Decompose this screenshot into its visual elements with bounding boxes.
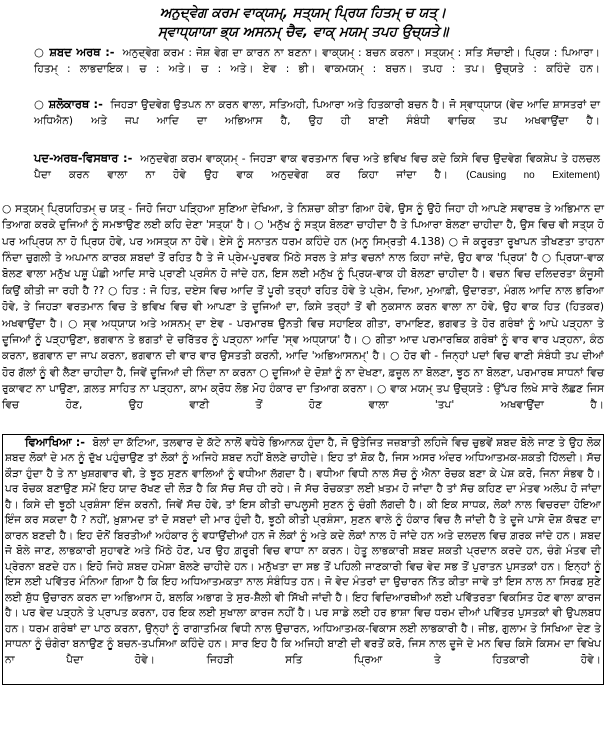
verse-line-1: ਅਨੁਦ੍ਵੇਗ ਕਰਮ ਵਾਕ੍ਯਮ੍, ਸਤ੍ਯਮ੍ ਪ੍ਰਿਯ ਹਿਤਮ੍ ਚ ਯਤ੍।	[159, 5, 447, 21]
shloka-verse	[6, 4, 600, 42]
pad-arth-body-paragraph	[2, 201, 604, 430]
shlokarth-section	[6, 96, 600, 146]
shabad-arth-text: ਅਨੁਦ੍ਵੇਗ ਕਰਮ : ਜੋਸ਼ ਵੇਗ ਦਾ ਕਾਰਨ ਨਾ ਬਣਨਾ। ਵਾਕ੍ਯਮ੍ : ਬਚਨ ਕਰਨਾ। ਸਤ੍ਯਮ੍ : ਸਤਿ ਸੱਚਾਈ। ਪ੍ਰਿਯ : ਪਿਆਰਾ। ਹਿਤਮ੍ : ਲਾਭਦਾਇਕ। ਚ : ਅਤੇ। ਚ : ਅਤੇ। ਏਵ : ਭੀ। ਵਾਕਮਯਮ੍ : ਬਚਨ। ਤਪਹ : ਤਪ। ਉਚ੍ਯਤੇ : ਕਹਿੰਦੇ ਹਨ।	[34, 47, 600, 76]
pad-arth-body	[0, 201, 606, 430]
pad-arth-intro: ਅਨੁਦਵੇਗ ਕਰਮ ਵਾਕ੍ਯਮ੍ - ਜਿਹੜਾ ਵਾਕ ਵਰਤਮਾਨ ਵਿਚ ਅਤੇ ਭਵਿਖ ਵਿਚ ਕਦੇ ਕਿਸੇ ਵਿਚ ਉਦਵੇਗ ਵਿਕਸ਼ੇਪ ਤੇ ਹਲਚਲ ਪੈਦਾ ਕਰਨ ਵਾਲਾ ਨਾ ਹੋਵੇ ਉਹ ਵਾਕ ਅਨੁਦਵੇਗ ਕਰ ਕਿਹਾ ਜਾਂਦਾ ਹੈ।	[34, 153, 601, 182]
vyakhya-box	[2, 434, 604, 685]
pad-arth-intro-english: (Causing no Exitement)	[466, 170, 600, 182]
shabad-arth-section	[6, 44, 600, 94]
shabad-arth-heading: ○ ਸ਼ਬਦ ਅਰਥ :-	[34, 45, 115, 59]
pad-arth-paragraph	[34, 150, 600, 201]
shlokarth-paragraph	[34, 96, 600, 146]
shlokarth-heading: ○ ਸ਼ਲੋਕਾਰਥ :-	[34, 97, 103, 112]
shlokarth-text: ਜਿਹੜਾ ਉਦਵੇਗ ਉਤਪਨ ਨਾ ਕਰਨ ਵਾਲਾ, ਸਤਿਅਹੀ, ਪਿਆਰਾ ਅਤੇ ਹਿਤਕਾਰੀ ਬਚਨ ਹੈ। ਜੋ ਸ੍ਵਾਧ੍ਯਾਯ (ਵੇਦ ਆਦਿ ਸ਼ਾਸਤਰਾਂ ਦਾ ਅਧਿਐਨ) ਅਤੇ ਜਪ ਆਦਿ ਦਾ ਅਭਿਆਸ ਹੈ, ਉਹ ਹੀ ਬਾਣੀ ਸੰਬੰਧੀ ਵਾਚਿਕ ਤਪ ਅਖਵਾਉਂਦਾ ਹੈ।	[34, 99, 600, 128]
pad-arth-body-text-2: ○ ਜੋ ਕਰੂਰਤਾ ਰੂਖਾਪਨ ਤੀਖਣਤਾ ਤਾਹਨਾ ਨਿੰਦਾ ਚੁਗਲੀ ਤੇ ਅਪਮਾਨ ਕਾਰਕ ਸ਼ਬਦਾਂ ਤੋਂ ਰਹਿਤ ਹੈ ਤੇ ਜੋ ਪ੍ਰੇਮ-ਪੂਰਵਕ ਮਿੱਠੇ ਸਰਲ ਤੇ ਸ਼ਾਂਤ ਵਚਨਾਂ ਨਾਲ ਕਿਹਾ ਜਾਂਦੇ, ਉਹ ਵਾਕ 'ਪ੍ਰਿਯ' ਹੈ ○ ਪ੍ਰਿਯਾ-ਵਾਕ ਬੋਲਣ ਵਾਲਾ ਮਨੁੱਖ ਪਸ਼ੂ ਪੰਛੀ ਆਦਿ ਸਾਰੇ ਪ੍ਰਾਣੀ ਪ੍ਰਸੰਨ ਹੋ ਜਾਂਦੇ ਹਨ, ਇਸ ਲਈ ਮਨੁੱਖ ਨੂੰ ਪ੍ਰਿਯ-ਵਾਕ ਹੀ ਬੋਲਣਾ ਚਾਹੀਦਾ ਹੈ। ਵਚਨ ਵਿਚ ਦਲਿਦਰਤਾ ਕੰਜੂਸੀ ਕਿਉਂ ਕੀਤੀ ਜਾ ਰਹੀ ਹੈ ?? ○ ਹਿਤ : ਜੋ ਹਿਤ, ਦਏਸ ਵਿਚ ਆਦਿ ਤੋਂ ਪੂਰੀ ਤਰ੍ਹਾਂ ਰਹਿਤ ਹੋਵੇ ਤੇ ਪ੍ਰੇਮ, ਦਿਆ, ਮੁਆਫ਼ੀ, ਉਦਾਰਤਾ, ਮੰਗਲ ਆਦਿ ਨਾਲ ਭਰਿਆ ਹੋਵੇ, ਤੇ ਜਿਹੜਾ ਵਰਤਮਾਨ ਵਿਚ ਤੇ ਭਵਿਖ ਵਿਚ ਵੀ ਆਪਣਾ ਤੇ ਦੂਜਿਆਂ ਦਾ, ਕਿਸੇ ਤਰ੍ਹਾਂ ਤੋਂ ਵੀ ਨੁਕਸਾਨ ਕਰਨ ਵਾਲਾ ਨਾ ਹੋਵੇ, ਉਹ ਵਾਕ ਹਿਤ (ਹਿਤਕਰ) ਅਖਵਾਉਂਦਾ ਹੈ। ○ ਸ੍ਵ ਅਧ੍ਯਾਯ ਅਤੇ ਅਸਨਮ੍ ਦਾ ਏਵ - ਪਰਮਾਰਥ ਉਨਤੀ ਵਿਚ ਸਹਾਇਕ ਗੀਤਾ, ਰਾਮਾਇਣ, ਭਗਵਤ ਤੇ ਹੋਰ ਗਰੰਥਾਂ ਨੂੰ ਆਪੇ ਪੜ੍ਹਨਾ ਤੇ ਦੂਜਿਆਂ ਨੂੰ ਪੜ੍ਹਾਉਣਾ, ਭਗਵਾਨ ਤੇ ਭਗਤਾਂ ਦੇ ਚਰਿੱਤਰ ਨੂੰ ਪੜ੍ਹਨਾ ਆਦਿ 'ਸ੍ਵ ਅਧ੍ਯਾਯ' ਹੈ। ○ ਗੀਤਾ ਆਦ ਪਰਮਾਰਥਿਕ ਗਰੰਥਾਂ ਨੂੰ ਵਾਰ ਵਾਰ ਪੜ੍ਹਨਾ, ਕੰਠ ਕਰਨਾ, ਭਗਵਾਨ ਦਾ ਜਾਪ ਕਰਨਾ, ਭਗਵਾਨ ਦੀ ਵਾਰ ਵਾਰ ਉਸਤਤੀ ਕਰਨੀ, ਆਦਿ 'ਅਭਿਆਸਨਮ੍' ਹੈ। ○ ਹੋਰ ਵੀ - ਜਿਨ੍ਹਾਂ ਪਦਾਂ ਵਿਚ ਵਾਣੀ ਸੰਬੰਧੀ ਤਪ ਦੀਆਂ ਹੋਰ ਗੱਲਾਂ ਨੂੰ ਵੀ ਲੈਣਾ ਚਾਹੀਦਾ ਹੈ, ਜਿਵੇਂ ਦੂਜਿਆਂ ਦੀ ਨਿੰਦਾ ਨਾ ਕਰਨਾ ○ ਦੂਜਿਆਂ ਦੇ ਦੋਸ਼ਾਂ ਨੂੰ ਨਾ ਦੇਖਣਾ, ਫ਼ਜ਼ੂਲ ਨਾ ਬੋਲਣਾ, ਝੂਠ ਨਾ ਬੋਲਣਾ, ਪਰਮਾਰਥ ਸਾਧਨਾਂ ਵਿਚ ਰੁਕਾਵਟ ਨਾ ਪਾਉਣਾ, ਗ਼ਲਤ ਸਾਹਿਤ ਨਾ ਪੜ੍ਹਨਾ, ਕਾਮ ਕ੍ਰੋਧ ਲੋਭ ਮੋਹ ਹੰਕਾਰ ਦਾ ਤਿਆਗ ਕਰਨਾ। ○ ਵਾਕ ਮਯਮ੍ ਤਪ ਉਚ੍ਯਤੇ : ਉੱਪਰ ਲਿਖੇ ਸਾਰੇ ਲੱਛਣ ਜਿਸ ਵਿਚ ਹੋਣ, ਉਹ ਵਾਣੀ ਤੋਂ ਹੋਣ ਵਾਲਾ 'ਤਪ' ਅਖਵਾਉਂਦਾ ਹੈ।	[2, 235, 604, 412]
verse-line-2: ਸ੍ਵਾਧ੍ਯਾਯਾ ਭ੍ਯ ਅਸਨਮ੍ ਚੈਵ, ਵਾਕ੍ ਮਯਮ੍ ਤਪਹ ਉਚ੍ਯਤੇ॥	[157, 24, 449, 40]
shabad-arth-paragraph	[34, 44, 600, 94]
pad-arth-section	[6, 150, 600, 201]
pad-arth-heading: ਪਦ-ਅਰਥ-ਵਿਸਥਾਰ :-	[34, 151, 133, 166]
manu-smriti-citation: (ਮਨੂ ਸਿਮ੍ਰਤੀ 4.138)	[350, 235, 445, 248]
vyakhya-text: ਬੋਲਾਂ ਦਾ ਕੱਟਿਆ, ਤਲਵਾਰ ਦੇ ਕੱਟੇ ਨਾਲੋਂ ਵਧੇਰੇ ਭਿਆਨਕ ਹੁੰਦਾ ਹੈ, ਜੋ ਉਤੇਜਿਤ ਜਜ਼ਬਾਤੀ ਲਹਿਜੇ ਵਿਚ ਚੁਭਵੇਂ ਸ਼ਬਦ ਬੋਲੇ ਜਾਣ ਤੇ ਉਹ ਲੋਕ ਸ਼ਬਦ ਲੋਕਾਂ ਦੇ ਮਨ ਨੂੰ ਦੁੱਖ ਪਹੁੰਚਾਉਣ ਤਾਂ ਲੋਕਾਂ ਨੂੰ ਅਜਿਹੇ ਸ਼ਬਦ ਨਹੀਂ ਬੋਲਣੇ ਚਾਹੀਦੇ। ਇਹ ਤਾਂ ਸ਼ੋਕ ਹੈ, ਜਿਸ ਅਸਰ ਅੰਦਰ ਅਧਿਆਤਮਕ-ਸ਼ਕਤੀ ਹਿੱਲਦੀ। ਸੱਚ ਕੌੜਾ ਹੁੰਦਾ ਹੈ ਤੇ ਨਾ ਖੁਸ਼ਗਵਾਰ ਵੀ, ਤੇ ਝੂਠ ਸੁਣਨ ਵਾਲਿਆਂ ਨੂੰ ਵਧੀਆ ਲੱਗਦਾ ਹੈ। ਵਧੀਆ ਵਿਧੀ ਨਾਲ ਸੱਚ ਨੂੰ ਐਨਾ ਰੋਚਕ ਬਣਾ ਕੇ ਪੇਸ਼ ਕਰੋ, ਜਿਨਾ ਸੰਭਵ ਹੈ। ਪਰ ਰੋਚਕ ਬਣਾਉਣ ਸਮੇਂ ਇਹ ਯਾਦ ਰੱਖਣ ਦੀ ਲੋੜ ਹੈ ਕਿ ਸੱਚ ਸੱਚ ਹੀ ਰਹੇ। ਜੋ ਸੱਚ ਰੋਚਕਤਾ ਲਈ ਖ਼ਤਮ ਹੋ ਜਾਂਦਾ ਹੈ ਤਾਂ ਸੱਚ ਕਹਿਣ ਦਾ ਮੰਤਵ ਅਲੋਪ ਹੋ ਜਾਂਦਾ ਹੈ। ਕਿਸੇ ਦੀ ਝੂਠੀ ਪ੍ਰਸ਼ੰਸਾ ਇੰਜ ਕਰਨੀ, ਜਿਵੇਂ ਸੱਚ ਹੋਵੇ, ਤਾਂ ਇਸ ਕੀਤੀ ਚਾਪਲੂਸੀ ਸੁਣਨ ਨੂੰ ਚੰਗੀ ਲੱਗਦੀ ਹੈ। ਕੀ ਇਕ ਸਾਧਕ, ਲੋਕਾਂ ਨਾਲ ਵਿਚਰਦਾ ਹੋਇਆ ਇੰਜ ਕਰ ਸਕਦਾ ਹੈ ? ਨਹੀਂ, ਖ਼ੁਸ਼ਾਮਦ ਤਾਂ ਦੋ ਸਬਦਾਂ ਦੀ ਮਾਰ ਹੁੰਦੀ ਹੈ, ਝੂਠੀ ਕੀਤੀ ਪ੍ਰਸ਼ੰਸਾ, ਸੁਣਨ ਵਾਲੇ ਨੂੰ ਹੰਕਾਰ ਵਿਚ ਲੈ ਜਾਂਦੀ ਹੈ ਤੇ ਦੂਜੇ ਪਾਸੇ ਦੋਸ਼ ਕੱਢਣ ਦਾ ਕਾਰਨ ਬਣਦੀ ਹੈ। ਇਹ ਦੋਨੋਂ ਬਿਰਤੀਆਂ ਅਹੰਕਾਰ ਨੂੰ ਵਧਾਉਂਦੀਆਂ ਹਨ ਜੋ ਲੋਕਾਂ ਨੂੰ ਅਤੇ ਕਦੇ ਲੋਕਾਂ ਨਾਲ ਹੋ ਜਾਂਦੇ ਹਨ ਅਤੇ ਦਲਦਲ ਵਿਚ ਗ਼ਰਕ ਜਾਂਦੇ ਹਨ। ਸ਼ਬਦ ਜੋ ਬੋਲੇ ਜਾਣ, ਲਾਭਕਾਰੀ ਸੁਹਾਵਣੇ ਅਤੇ ਮਿੱਠੇ ਹੋਣ, ਪਰ ਉਹ ਗ਼ਰੂਰੀ ਵਿਚ ਵਾਧਾ ਨਾ ਕਰਨ। ਹੇਤੂ ਲਾਭਕਾਰੀ ਸ਼ਬਦ ਸ਼ਕਤੀ ਪ੍ਰਦਾਨ ਕਰਦੇ ਹਨ, ਚੰਗੇ ਮੰਤਵ ਦੀ ਪ੍ਰੇਰਨਾ ਬਣਦੇ ਹਨ। ਇਹੋ ਜਿਹੇ ਸ਼ਬਦ ਹਮੇਸ਼ਾ ਬੋਲਣੇ ਚਾਹੀਦੇ ਹਨ। ਮਨੁੱਖਤਾ ਦਾ ਸਭ ਤੋਂ ਪਹਿਲੀ ਜਾਣਕਾਰੀ ਵਿਚ ਵੇਦ ਸਭ ਤੋਂ ਪੁਰਾਤਨ ਪੁਸਤਕਾਂ ਹਨ। ਇਨ੍ਹਾਂ ਨੂੰ ਇਸ ਲਈ ਪਵਿੱਤਰ ਮੰਨਿਆ ਗਿਆ ਹੈ ਕਿ ਇਹ ਅਧਿਆਤਮਕਤਾ ਨਾਲ ਸੰਬੰਧਿਤ ਹਨ। ਜੋ ਵੇਦ ਮੰਤਰਾਂ ਦਾ ਉਚਾਰਨ ਨਿੱਤ ਕੀਤਾ ਜਾਵੇ ਤਾਂ ਇਸ ਨਾਲ ਨਾ ਸਿਰਫ਼ ਸੁਣੇ ਲਈ ਸ਼ੁੱਧ ਉਚਾਰਨ ਕਰਨ ਦਾ ਅਭਿਆਸ ਹੋ, ਬਲਕਿ ਅਭਾਗ ਤੇ ਸੁਰ-ਸ਼ੈਲੀ ਵੀ ਸਿੱਖੀ ਜਾਂਦੀ ਹੈ। ਇਹ ਵਿਦਿਆਰਥੀਆਂ ਲਈ ਪਵਿੱਤਰਤਾ ਵਿਕਸਿਤ ਹੋਣ ਵਾਲਾ ਕਾਰਜ ਹੈ। ਪਰ ਵੇਦ ਪੜ੍ਹਨੇ ਤੇ ਪ੍ਰਾਪਤ ਕਰਨਾ, ਹਰ ਇਕ ਲਈ ਸੁਖਾਲਾ ਕਾਰਜ ਨਹੀਂ ਹੈ। ਪਰ ਸਾਡੇ ਲਈ ਹਰ ਭਾਸ਼ਾ ਵਿਚ ਧਰਮ ਦੀਆਂ ਪਵਿੱਤਰ ਪੁਸਤਕਾਂ ਵੀ ਉਪਲਬਧ ਹਨ। ਧਰਮ ਗਰੰਥਾਂ ਦਾ ਪਾਠ ਕਰਨਾ, ਉਨ੍ਹਾਂ ਨੂੰ ਰਾਗਾਤਮਿਕ ਵਿਧੀ ਨਾਲ ਉਚਾਰਨ, ਅਧਿਆਤਮਕ-ਵਿਕਾਸ ਲਈ ਲਾਭਕਾਰੀ ਹੈ। ਜੀਭ, ਗੁਲਾਮ ਤੇ ਸਿਖਿਆ ਦੇਣ ਤੇ ਸਾਧਨਾ ਨੂੰ ਚੰਗੇਰਾ ਬਨਾਉਣ ਨੂੰ ਬਚਨ-ਤਪਸਿਆ ਕਹਿੰਦੇ ਹਨ। ਸਾਰ ਇਹ ਹੈ ਕਿ ਅਜਿਹੀ ਬਾਣੀ ਦੀ ਵਰਤੋਂ ਕਰੋ, ਜਿਸ ਨਾਲ ਦੂਜੇ ਦੇ ਮਨ ਵਿਚ ਕਿਸੇ ਕਿਸਮ ਦਾ ਵਿਖੇਪ ਨਾ ਪੈਦਾ ਹੋਵੇ। ਜਿਹੜੀ ਸਤਿ ਪ੍ਰਿਆ ਤੇ ਹਿਤਕਾਰੀ ਹੋਵੇ।	[5, 436, 601, 666]
vyakhya-heading: ਵਿਆਖਿਆ :-	[25, 434, 85, 449]
pad-arth-body-text-1: ○ ਸਤ੍ਯਮ੍ ਪ੍ਰਿਯਹਿਤਮ੍ ਚ ਯਤ੍ - ਜਿਹੋ ਜਿਹਾ ਪੜ੍ਹਿਆ ਸੁਣਿਆ ਦੇਖਿਆ, ਤੇ ਨਿਸ਼ਚਾ ਕੀਤਾ ਗਿਆ ਹੋਵੇ, ਉਸ ਨੂੰ ਉਹੋ ਜਿਹਾ ਹੀ ਆਪਣੇ ਸਵਾਰਥ ਤੇ ਅਭਿਮਾਨ ਦਾ ਤਿਆਗ ਕਰਕੇ ਦੁਜਿਆਂ ਨੂੰ ਸਮਝਾਉਣ ਲਈ ਕਹਿ ਦੇਣਾ 'ਸਤ੍ਯ' ਹੈ। ○ 'ਮਨੁੱਖ ਨੂੰ ਸਤ੍ਯ ਬੋਲਣਾ ਚਾਹੀਦਾ ਹੈ ਤੇ ਪਿਆਰਾ ਬੋਲਣਾ ਚਾਹੀਦਾ ਹੈ, ਉਸ ਵਿਚ ਵੀ ਸਤ੍ਯ ਹੋ ਪਰ ਅਪ੍ਰਿਯ ਨਾ ਹੋ ਪ੍ਰਿਯ ਹੋਵੇ, ਪਰ ਅਸਤ੍ਯ ਨਾ ਹੋਵੇ। ਏਸੇ ਨੂੰ ਸਨਾਤਨ ਧਰਮ ਕਹਿੰਦੇ ਹਨ	[2, 203, 604, 248]
